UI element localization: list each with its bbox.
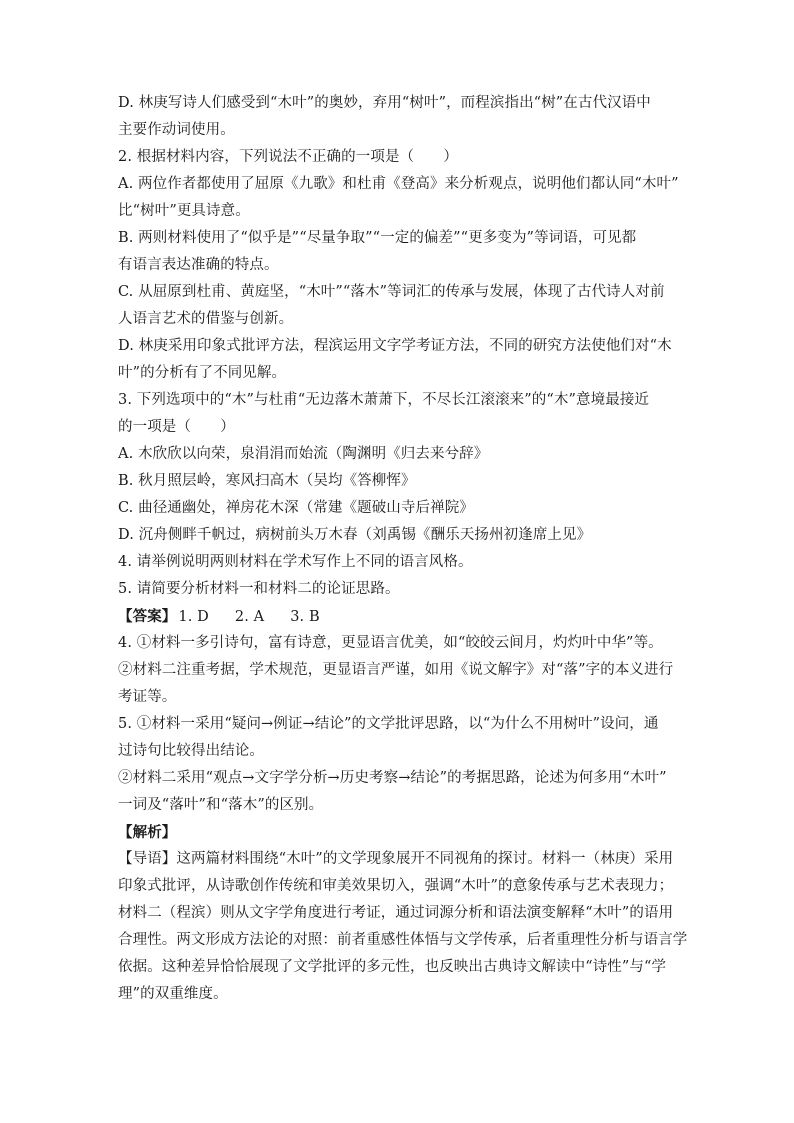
answer-line: 5. ①材料一采用“疑问→例证→结论”的文学批评思路，以“为什么不用树叶”设问，通 [118, 716, 659, 732]
option-line: D. 沉舟侧畔千帆过，病树前头万木春（刘禹锡《酬乐天扬州初逢席上见》 [118, 527, 592, 543]
answer-1: 1. D [178, 609, 209, 625]
guide-line: 【导语】这两篇材料围绕“木叶”的文学现象展开不同视角的探讨。材料一（林庚）采用 [118, 851, 674, 867]
option-line: B. 秋月照层岭，寒风扫高木（吴均《答柳恽》 [118, 473, 416, 489]
answer-line: ②材料二采用“观点→文字学分析→历史考察→结论”的考据思路，论述为何多用“木叶” [118, 770, 667, 786]
guide-line: 理”的双重维度。 [118, 986, 228, 1002]
text-line: 主要作动词使用。 [118, 122, 235, 138]
option-line: C. 从屈原到杜甫、黄庭坚，“木叶”“落木”等词汇的传承与发展，体现了古代诗人对前 [118, 284, 665, 300]
option-line: D. 林庚采用印象式批评方法，程滨运用文字学考证方法，不同的研究方法使他们对“木 [118, 338, 672, 354]
answer-line: 一词及“落叶”和“落木”的区别。 [118, 797, 324, 813]
option-line: A. 两位作者都使用了屈原《九歌》和杜甫《登高》来分析观点，说明他们都认同“木叶” [118, 176, 679, 192]
answer-label: 【答案】 [118, 608, 177, 625]
answer-line: 4. ①材料一多引诗句，富有诗意，更显语言优美，如“皎皎云间月，灼灼叶中华”等。 [118, 635, 663, 651]
answer-line: ②材料二注重考据，学术规范，更显语言严谨，如用《说文解字》对“落”字的本义进行 [118, 662, 674, 678]
guide-line: 依据。这种差异恰恰展现了文学批评的多元性，也反映出古典诗文解读中“诗性”与“学 [118, 959, 667, 975]
option-line: 有语言表达准确的特点。 [118, 257, 279, 273]
analysis-label: 【解析】 [118, 824, 177, 841]
answer-line: 过诗句比较得出结论。 [118, 743, 264, 759]
answer-line: 考证等。 [118, 689, 177, 705]
guide-line: 合理性。两文形成方法论的对照：前者重感性体悟与文学传承，后者重理性分析与语言学 [118, 932, 688, 948]
answer-3: 3. B [290, 609, 320, 625]
text-line: D. 林庚写诗人们感受到“木叶”的奥妙，弃用“树叶”，而程滨指出“树”在古代汉语中 [118, 95, 651, 111]
guide-line: 材料二（程滨）则从文字学角度进行考证，通过词源分析和语法演变解释“木叶”的语用 [118, 905, 674, 921]
guide-line: 印象式批评，从诗歌创作传统和审美效果切入，强调“木叶”的意象传承与艺术表现力； [118, 878, 674, 894]
option-line: A. 木欣欣以向荣，泉涓涓而始流（陶渊明《归去来兮辞》 [118, 446, 489, 462]
option-line: 叶”的分析有了不同见解。 [118, 365, 287, 381]
question-3-stem: 3. 下列选项中的“木”与杜甫“无边落木萧萧下，不尽长江滚滚来”的“木”意境最接近 [118, 392, 650, 408]
option-line: B. 两则材料使用了“似乎是”“尽量争取”“一定的偏差”“更多变为”等词语，可见都 [118, 230, 637, 246]
question-3-stem: 的一项是（ ） [118, 419, 235, 435]
option-line: C. 曲径通幽处，禅房花木深（常建《题破山寺后禅院》 [118, 500, 474, 516]
option-line: 比“树叶”更具诗意。 [118, 203, 250, 219]
question-5-stem: 5. 请简要分析材料一和材料二的论证思路。 [118, 581, 400, 597]
answer-key-line [118, 603, 678, 630]
answer-2: 2. A [234, 609, 265, 625]
option-line: 人语言艺术的借鉴与创新。 [118, 311, 294, 327]
question-4-stem: 4. 请举例说明两则材料在学术写作上不同的语言风格。 [118, 554, 473, 570]
document-page [118, 90, 688, 1008]
question-2-stem: 2. 根据材料内容，下列说法不正确的一项是（ ） [118, 149, 458, 165]
